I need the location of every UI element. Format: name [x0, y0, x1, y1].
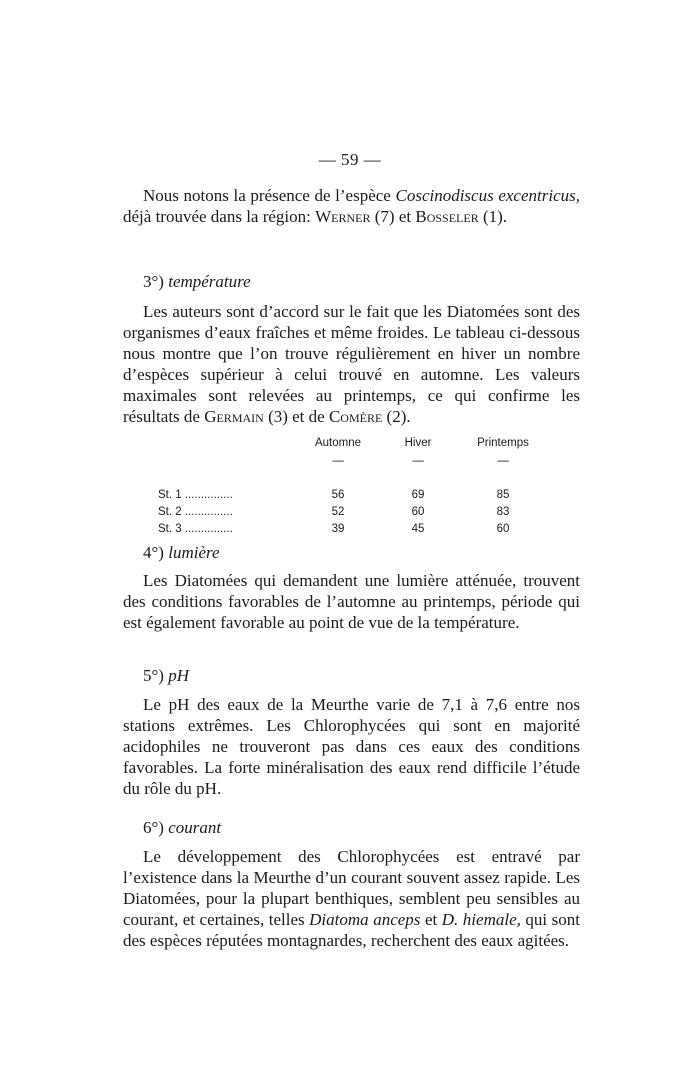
column-header: Hiver	[404, 437, 432, 449]
table-header-row	[158, 434, 548, 452]
section-number: 6°)	[143, 818, 164, 837]
table-cell: 52	[331, 505, 345, 518]
reference: (2).	[382, 407, 411, 426]
table-row	[158, 486, 548, 503]
para2-text: Les auteurs sont d’accord sur le fait que les Diatomées sont des organismes d’eaux fraîches et même froides. Le tableau ci-dessous nous montre que l’on trouve régulièrement en hiver un nombre d’espèces supérieur à celui trouvé en automne. Les valeurs maximales sont relevées au printemps, ce qui confirme les résultats de	[123, 302, 580, 426]
header-dash: —	[412, 454, 424, 467]
paragraph-lumiere	[123, 570, 580, 633]
table-cell: 83	[496, 505, 510, 518]
species-name: Diatoma anceps	[309, 910, 421, 929]
table-dash-row	[158, 452, 548, 469]
section-title: pH	[168, 666, 189, 685]
section-title: température	[168, 272, 251, 291]
header-dash: —	[332, 454, 344, 467]
page-number: — 59 —	[318, 150, 382, 169]
para5-text-post: qui sont des espèces réputées montagnardes, recherchent des eaux agitées.	[123, 910, 580, 950]
author-name: Germain	[204, 407, 264, 426]
reference: (7) et	[370, 207, 416, 226]
section-number: 5°)	[143, 666, 164, 685]
author-name: Comère	[328, 407, 383, 426]
column-header: Printemps	[477, 437, 529, 449]
para1-text-mid: déjà trouvée dans la région:	[123, 207, 316, 226]
species-name: D. hiemale,	[441, 910, 521, 929]
species-count-table	[158, 434, 548, 537]
author-name: Bosseler	[415, 207, 479, 226]
paragraph-coscinodiscus	[123, 185, 580, 227]
table-cell: 60	[411, 505, 425, 518]
table-cell: 45	[411, 522, 425, 535]
para1-text: Nous notons la présence de l’espèce	[143, 186, 396, 205]
section-number: 4°)	[143, 543, 164, 562]
section-heading-temperature	[143, 272, 251, 292]
para4-text: Le pH des eaux de la Meurthe varie de 7,1 à 7,6 entre nos stations extrêmes. Les Chlorophycées qui sont en majorité acidophiles ne trouveront pas dans ces eaux des conditions favorables. La forte minéralisation des eaux rend difficile l’étude du rôle du pH.	[123, 695, 580, 798]
section-heading-courant	[143, 818, 221, 838]
table-row	[158, 520, 548, 537]
table-cell: 85	[496, 488, 510, 501]
table-row	[158, 503, 548, 520]
section-title: courant	[168, 818, 222, 837]
reference: (3) et de	[263, 407, 329, 426]
para5-text-mid: et	[420, 910, 442, 929]
section-number: 3°)	[143, 272, 164, 291]
section-heading-lumiere	[143, 543, 220, 563]
column-header: Automne	[314, 437, 362, 449]
table-cell: 39	[331, 522, 345, 535]
para3-text: Les Diatomées qui demandent une lumière atténuée, trouvent des conditions favorables de l’automne au printemps, période qui est également favorable au point de vue de la température.	[123, 571, 580, 632]
section-title: lumière	[168, 543, 220, 562]
header-dash: —	[497, 454, 509, 467]
paragraph-courant	[123, 846, 580, 951]
row-label: St. 3 ...............	[158, 522, 233, 535]
paragraph-ph	[123, 694, 580, 799]
author-name: Werner	[315, 207, 371, 226]
species-name: Coscinodiscus excentricus,	[395, 186, 580, 205]
row-label: St. 2 ...............	[158, 505, 233, 518]
table-cell: 56	[331, 488, 345, 501]
row-label: St. 1 ...............	[158, 488, 233, 501]
table-cell: 60	[496, 522, 510, 535]
paragraph-temperature	[123, 301, 580, 427]
reference: (1).	[478, 207, 508, 226]
table-cell: 69	[411, 488, 425, 501]
para5-text: Le développement des Chlorophycées est entravé par l’existence dans la Meurthe d’un courant souvent assez rapide. Les Diatomées, pour la plupart benthiques, semblent peu sensibles au courant, et certaines, telles	[123, 847, 580, 929]
section-heading-ph	[143, 666, 189, 686]
